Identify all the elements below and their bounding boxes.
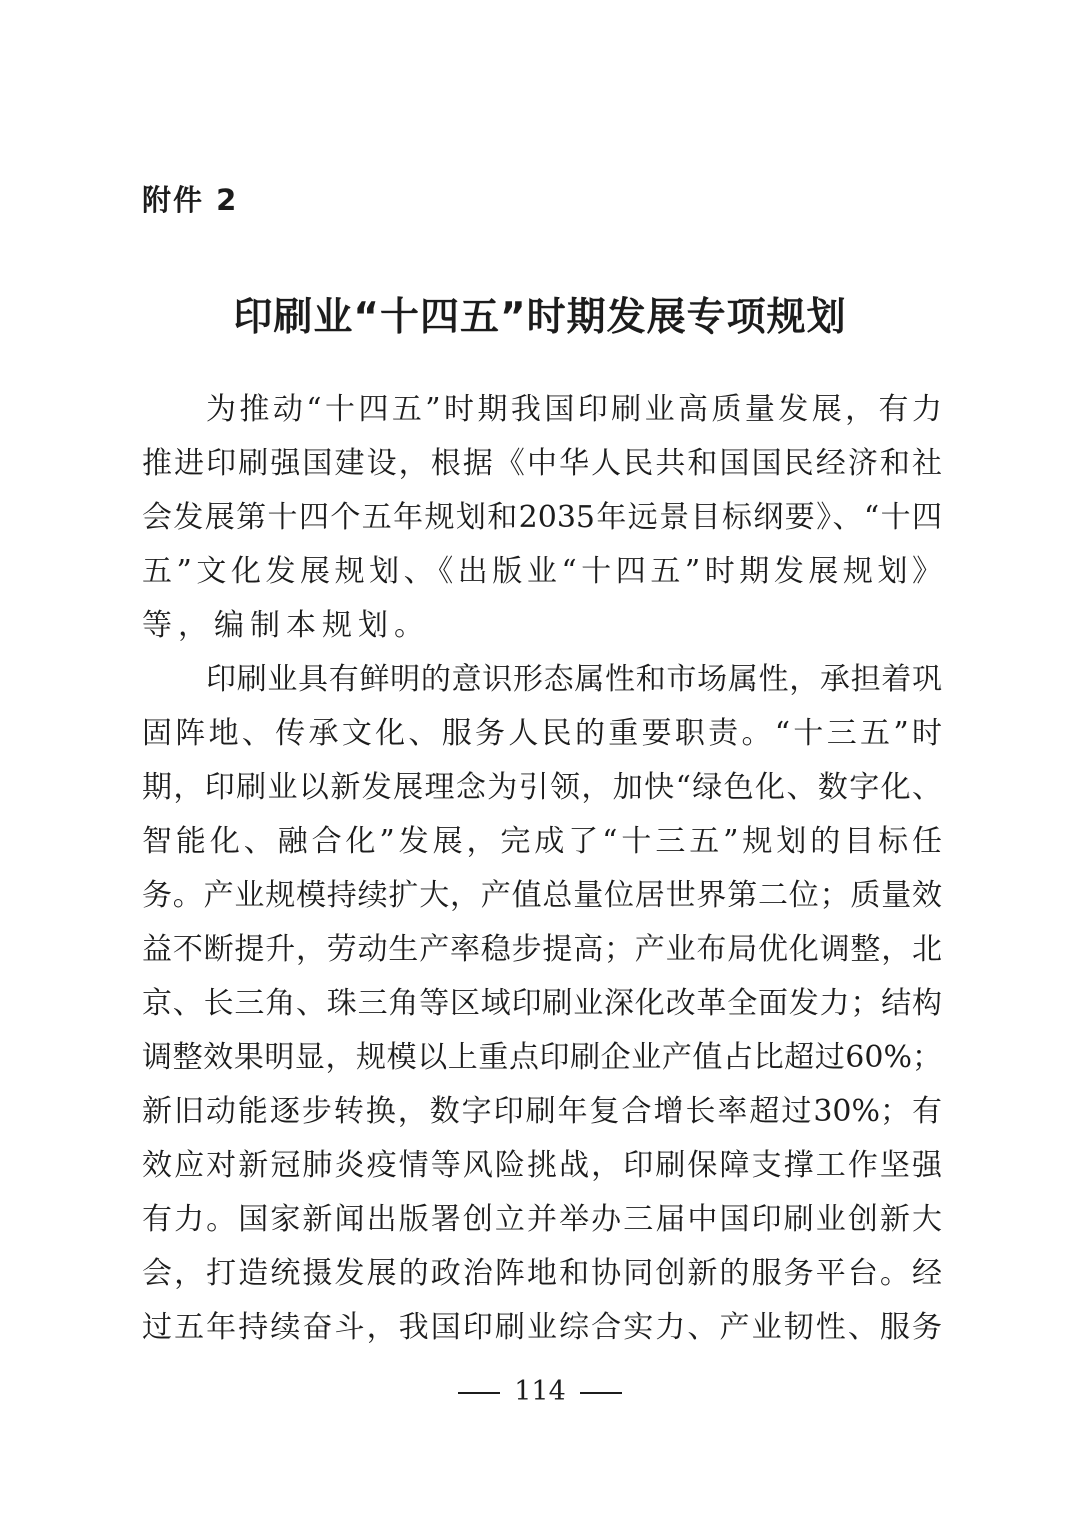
- paragraph-2-line-3: 期，印刷业以新发展理念为引领，加快“绿色化、数字化、: [142, 770, 942, 805]
- paragraph-2-line-5: 务。产业规模持续扩大，产值总量位居世界第二位；质量效: [142, 878, 942, 913]
- paragraph-1-line-4: 五”文化发展规划、《出版业“十四五”时期发展规划》: [142, 554, 942, 589]
- paragraph-1-line-3: 会发展第十四个五年规划和2035年远景目标纲要》、“十四: [142, 500, 942, 535]
- paragraph-2-line-9: 新旧动能逐步转换，数字印刷年复合增长率超过30%；有: [142, 1094, 942, 1129]
- paragraph-2-line-12: 会，打造统摄发展的政治阵地和协同创新的服务平台。经: [142, 1256, 942, 1291]
- paragraph-2-line-13: 过五年持续奋斗，我国印刷业综合实力、产业韧性、服务: [142, 1310, 942, 1345]
- paragraph-2-line-4: 智能化、融合化”发展，完成了“十三五”规划的目标任: [142, 824, 942, 859]
- document-title: 印刷业“十四五”时期发展专项规划: [233, 295, 847, 340]
- page-number: 114: [514, 1376, 566, 1407]
- paragraph-1-line-5: 等，编制本规划。: [142, 608, 430, 643]
- paragraph-2-line-1: 印刷业具有鲜明的意识形态属性和市场属性，承担着巩: [206, 662, 942, 697]
- paragraph-2-line-6: 益不断提升，劳动生产率稳步提高；产业布局优化调整，北: [142, 932, 942, 967]
- paragraph-2-line-7: 京、长三角、珠三角等区域印刷业深化改革全面发力；结构: [142, 986, 942, 1021]
- footer-dash-left: [458, 1392, 500, 1394]
- paragraph-2-line-8: 调整效果明显，规模以上重点印刷企业产值占比超过60%；: [142, 1040, 942, 1075]
- paragraph-1-line-2: 推进印刷强国建设，根据《中华人民共和国国民经济和社: [142, 446, 942, 481]
- document-body: [142, 383, 942, 1355]
- page-footer: [0, 1374, 1080, 1410]
- paragraph-1-line-1: 为推动“十四五”时期我国印刷业高质量发展，有力: [206, 392, 942, 427]
- paragraph-2-line-2: 固阵地、传承文化、服务人民的重要职责。“十三五”时: [142, 716, 942, 751]
- paragraph-2-line-10: 效应对新冠肺炎疫情等风险挑战，印刷保障支撑工作坚强: [142, 1148, 942, 1183]
- paragraph-2-line-11: 有力。国家新闻出版署创立并举办三届中国印刷业创新大: [142, 1202, 942, 1237]
- attachment-label: 附件 2: [142, 183, 239, 217]
- footer-dash-right: [580, 1392, 622, 1394]
